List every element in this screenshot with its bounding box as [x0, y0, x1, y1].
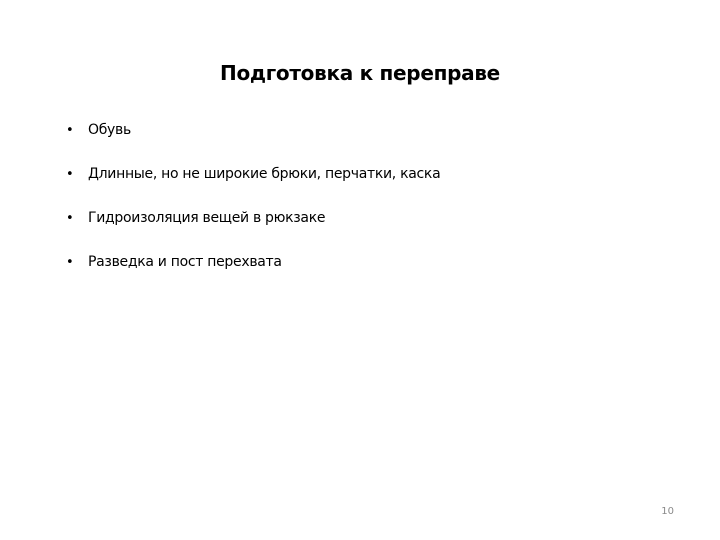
bullet-icon: •: [66, 210, 74, 226]
list-item: [66, 108, 686, 152]
list-item: [66, 152, 686, 196]
list-item-text: Длинные, но не широкие брюки, перчатки, каска: [88, 166, 441, 182]
slide-title: Подготовка к переправе: [220, 61, 500, 85]
list-item: [66, 240, 686, 284]
list-item-text: Гидроизоляция вещей в рюкзаке: [88, 210, 326, 226]
bullet-list: [66, 108, 686, 284]
list-item-text: Обувь: [88, 122, 131, 138]
bullet-icon: •: [66, 166, 74, 182]
page-number: 10: [661, 506, 674, 517]
list-item: [66, 196, 686, 240]
list-item-text: Разведка и пост перехвата: [88, 254, 282, 270]
bullet-icon: •: [66, 122, 74, 138]
bullet-icon: •: [66, 254, 74, 270]
